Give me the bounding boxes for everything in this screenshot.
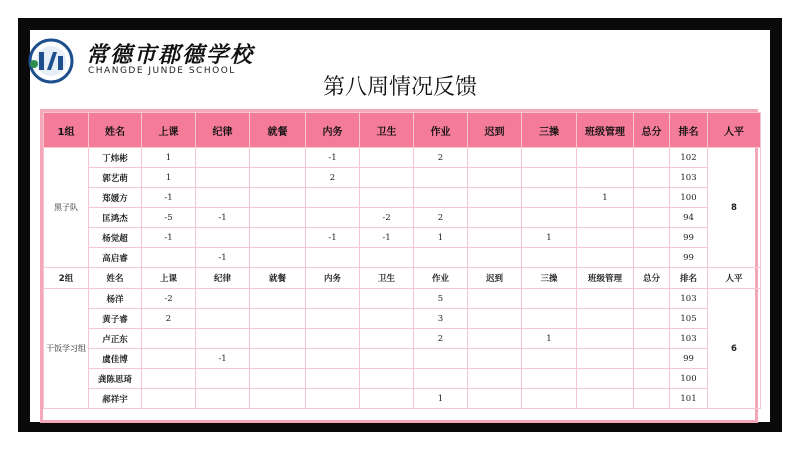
column-header: 总分	[634, 113, 670, 148]
column-header: 人平	[708, 268, 761, 289]
score-cell	[634, 248, 670, 268]
total-cell: 99	[670, 349, 708, 369]
score-cell	[250, 248, 306, 268]
score-cell	[522, 148, 577, 168]
score-cell	[522, 289, 577, 309]
score-cell	[360, 329, 414, 349]
score-cell	[577, 329, 634, 349]
student-name: 杨觉超	[89, 228, 142, 248]
score-cell: 2	[414, 208, 468, 228]
table-row	[44, 349, 761, 369]
score-cell	[306, 349, 360, 369]
column-header: 班级管理	[577, 113, 634, 148]
column-header: 上课	[142, 268, 196, 289]
score-cell	[250, 228, 306, 248]
student-name: 龚陈思琦	[89, 369, 142, 389]
score-cell	[360, 349, 414, 369]
score-cell	[414, 248, 468, 268]
feedback-table-container	[40, 109, 758, 423]
total-cell: 103	[670, 289, 708, 309]
column-header: 2组	[44, 268, 89, 289]
score-cell	[634, 148, 670, 168]
score-cell	[634, 349, 670, 369]
score-cell	[306, 329, 360, 349]
score-cell: 1	[142, 168, 196, 188]
score-cell	[142, 248, 196, 268]
score-cell	[196, 228, 250, 248]
table-row	[44, 228, 761, 248]
rank-cell: 6	[708, 289, 761, 409]
column-header: 迟到	[468, 268, 522, 289]
score-cell	[468, 349, 522, 369]
score-cell	[306, 309, 360, 329]
column-header: 就餐	[250, 268, 306, 289]
column-header: 卫生	[360, 113, 414, 148]
total-cell: 101	[670, 389, 708, 409]
score-cell	[196, 369, 250, 389]
score-cell	[577, 349, 634, 369]
score-cell	[196, 168, 250, 188]
score-cell	[634, 329, 670, 349]
column-header: 迟到	[468, 113, 522, 148]
group2-header-row	[44, 268, 761, 289]
score-cell	[306, 248, 360, 268]
table-row	[44, 309, 761, 329]
column-header: 纪律	[196, 113, 250, 148]
total-cell: 99	[670, 228, 708, 248]
score-cell	[522, 349, 577, 369]
column-header: 姓名	[89, 113, 142, 148]
score-cell	[250, 208, 306, 228]
score-cell	[360, 369, 414, 389]
total-cell: 103	[670, 329, 708, 349]
score-cell	[468, 168, 522, 188]
column-header: 排名	[670, 113, 708, 148]
header-row	[44, 113, 761, 148]
score-cell	[522, 168, 577, 188]
score-cell: 1	[577, 188, 634, 208]
score-cell: 5	[414, 289, 468, 309]
score-cell	[142, 349, 196, 369]
column-header: 上课	[142, 113, 196, 148]
score-cell: -1	[196, 248, 250, 268]
table-row	[44, 329, 761, 349]
score-cell	[196, 309, 250, 329]
column-header: 纪律	[196, 268, 250, 289]
score-cell	[577, 289, 634, 309]
score-cell	[522, 309, 577, 329]
table-row	[44, 188, 761, 208]
score-cell	[634, 208, 670, 228]
score-cell: 2	[306, 168, 360, 188]
score-cell	[634, 309, 670, 329]
total-cell: 99	[670, 248, 708, 268]
score-cell	[577, 228, 634, 248]
table-row	[44, 369, 761, 389]
page-title: 第八周情况反馈	[322, 75, 477, 100]
score-cell	[634, 168, 670, 188]
score-cell	[634, 188, 670, 208]
score-cell	[196, 188, 250, 208]
score-cell: -2	[142, 289, 196, 309]
score-cell	[142, 329, 196, 349]
column-header: 人平	[708, 113, 761, 148]
score-cell	[577, 208, 634, 228]
score-cell: -1	[306, 148, 360, 168]
score-cell	[468, 369, 522, 389]
score-cell: -2	[360, 208, 414, 228]
score-cell	[360, 188, 414, 208]
score-cell	[196, 389, 250, 409]
score-cell	[414, 188, 468, 208]
score-cell	[250, 289, 306, 309]
score-cell	[522, 208, 577, 228]
column-header: 卫生	[360, 268, 414, 289]
score-cell	[522, 248, 577, 268]
score-cell	[142, 369, 196, 389]
score-cell	[196, 289, 250, 309]
total-cell: 105	[670, 309, 708, 329]
score-cell	[250, 389, 306, 409]
column-header: 姓名	[89, 268, 142, 289]
score-cell: -1	[306, 228, 360, 248]
feedback-table	[43, 112, 761, 409]
table-row	[44, 148, 761, 168]
score-cell	[414, 168, 468, 188]
score-cell: 2	[142, 309, 196, 329]
score-cell: 1	[414, 389, 468, 409]
student-name: 丁炜彬	[89, 148, 142, 168]
score-cell	[468, 329, 522, 349]
student-name: 高启睿	[89, 248, 142, 268]
score-cell: 1	[142, 148, 196, 168]
group-name: 黑子队	[44, 148, 89, 268]
column-header: 排名	[670, 268, 708, 289]
table-row	[44, 208, 761, 228]
score-cell	[634, 228, 670, 248]
score-cell: 1	[414, 228, 468, 248]
score-cell	[306, 208, 360, 228]
total-cell: 100	[670, 188, 708, 208]
score-cell	[250, 309, 306, 329]
column-header: 作业	[414, 113, 468, 148]
column-header: 就餐	[250, 113, 306, 148]
score-cell	[360, 148, 414, 168]
score-cell: 1	[522, 329, 577, 349]
score-cell	[577, 248, 634, 268]
score-cell: 2	[414, 148, 468, 168]
score-cell	[577, 309, 634, 329]
score-cell	[468, 188, 522, 208]
rank-cell: 8	[708, 148, 761, 268]
score-cell	[468, 389, 522, 409]
score-cell	[468, 289, 522, 309]
student-name: 黄子睿	[89, 309, 142, 329]
column-header: 班级管理	[577, 268, 634, 289]
score-cell	[468, 309, 522, 329]
student-name: 郝祥宇	[89, 389, 142, 409]
score-cell	[360, 289, 414, 309]
score-cell	[634, 369, 670, 389]
score-cell	[360, 168, 414, 188]
column-header: 三操	[522, 113, 577, 148]
score-cell	[577, 168, 634, 188]
score-cell	[250, 349, 306, 369]
score-cell	[577, 389, 634, 409]
score-cell	[360, 309, 414, 329]
group-name: 干饭学习组	[44, 289, 89, 409]
score-cell	[360, 248, 414, 268]
table-row	[44, 248, 761, 268]
school-name-en: CHANGDE JUNDE SCHOOL	[88, 66, 236, 76]
column-header: 总分	[634, 268, 670, 289]
score-cell	[522, 188, 577, 208]
student-name: 虞佳博	[89, 349, 142, 369]
column-header: 内务	[306, 268, 360, 289]
total-cell: 103	[670, 168, 708, 188]
table-row	[44, 389, 761, 409]
column-header: 三操	[522, 268, 577, 289]
column-header: 1组	[44, 113, 89, 148]
school-name-cn: 常德市郡德学校	[86, 42, 255, 68]
score-cell: -1	[142, 228, 196, 248]
score-cell	[634, 389, 670, 409]
score-cell	[306, 389, 360, 409]
score-cell	[360, 389, 414, 409]
total-cell: 94	[670, 208, 708, 228]
score-cell	[468, 208, 522, 228]
score-cell	[250, 329, 306, 349]
score-cell	[522, 389, 577, 409]
score-cell: 2	[414, 329, 468, 349]
table-row	[44, 289, 761, 309]
score-cell: -1	[360, 228, 414, 248]
score-cell	[142, 389, 196, 409]
score-cell	[306, 289, 360, 309]
score-cell: -5	[142, 208, 196, 228]
score-cell	[306, 188, 360, 208]
student-name: 匡鸿杰	[89, 208, 142, 228]
score-cell	[414, 369, 468, 389]
score-cell	[468, 148, 522, 168]
column-header: 内务	[306, 113, 360, 148]
student-name: 卢正东	[89, 329, 142, 349]
column-header: 作业	[414, 268, 468, 289]
score-cell	[196, 148, 250, 168]
score-cell	[577, 148, 634, 168]
score-cell: -1	[142, 188, 196, 208]
score-cell	[634, 289, 670, 309]
score-cell: 3	[414, 309, 468, 329]
score-cell	[414, 349, 468, 369]
score-cell	[522, 369, 577, 389]
score-cell	[250, 188, 306, 208]
score-cell: -1	[196, 349, 250, 369]
score-cell	[250, 369, 306, 389]
score-cell	[250, 148, 306, 168]
total-cell: 100	[670, 369, 708, 389]
score-cell: 1	[522, 228, 577, 248]
score-cell	[468, 228, 522, 248]
student-name: 郭艺萌	[89, 168, 142, 188]
score-cell	[577, 369, 634, 389]
score-cell	[196, 329, 250, 349]
student-name: 郑媛方	[89, 188, 142, 208]
score-cell	[468, 248, 522, 268]
total-cell: 102	[670, 148, 708, 168]
score-cell	[306, 369, 360, 389]
score-cell: -1	[196, 208, 250, 228]
table-row	[44, 168, 761, 188]
score-cell	[250, 168, 306, 188]
student-name: 杨洋	[89, 289, 142, 309]
